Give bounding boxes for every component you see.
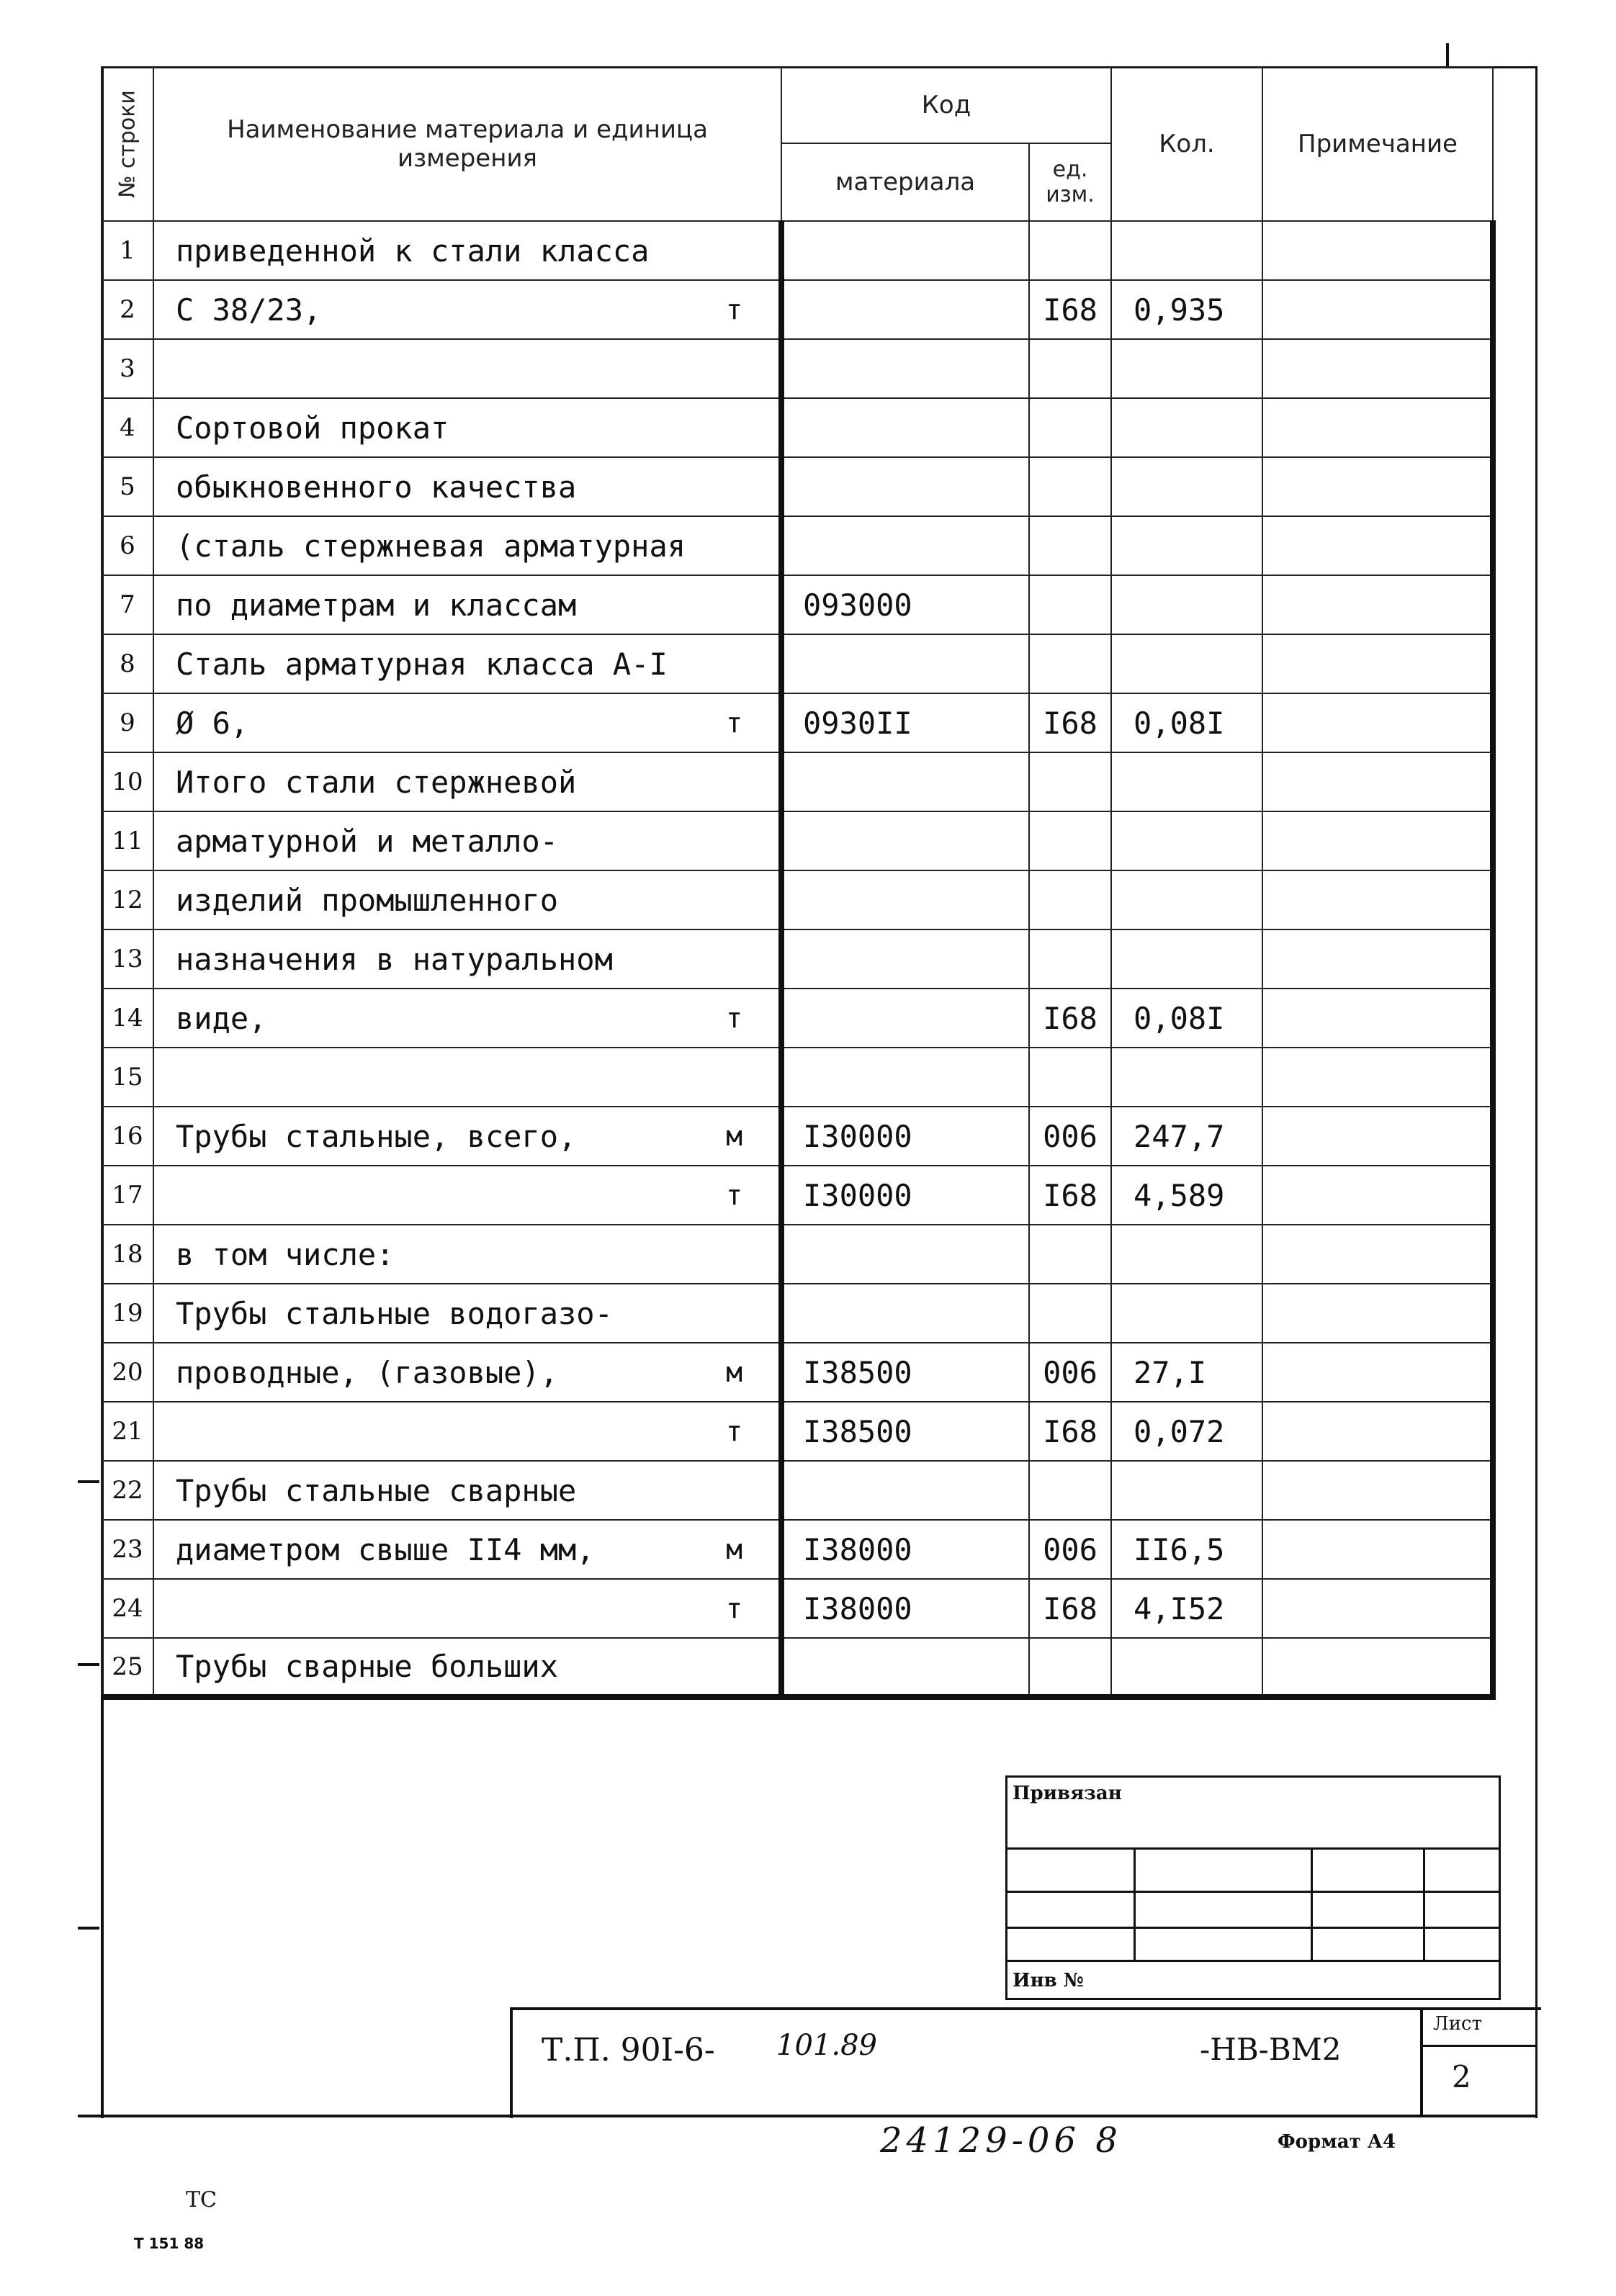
material-name-text: приведенной к стали класса bbox=[176, 233, 650, 269]
row-number: 24 bbox=[102, 1579, 153, 1638]
table-row bbox=[102, 1225, 1493, 1284]
note bbox=[1262, 1284, 1493, 1343]
note bbox=[1262, 752, 1493, 811]
material-name bbox=[153, 516, 781, 575]
material-name-text: диаметром свыше II4 мм, bbox=[176, 1531, 595, 1567]
material-code: I30000 bbox=[781, 1107, 1029, 1166]
table-row bbox=[102, 693, 1493, 752]
unit-code: I68 bbox=[1029, 1402, 1111, 1461]
table-row bbox=[102, 1520, 1493, 1579]
binding-tick bbox=[78, 1480, 99, 1483]
material-code bbox=[781, 1461, 1029, 1520]
stamp-line bbox=[1005, 1960, 1499, 1962]
sheet-number: 2 bbox=[1452, 2059, 1471, 2094]
table-row bbox=[102, 1638, 1493, 1697]
table-row bbox=[102, 339, 1493, 398]
table-row bbox=[102, 1048, 1493, 1107]
unit-code bbox=[1029, 516, 1111, 575]
material-code bbox=[781, 339, 1029, 398]
material-name bbox=[153, 1638, 781, 1697]
table-row bbox=[102, 398, 1493, 457]
stamp-inv-label: Инв № bbox=[1013, 1970, 1084, 1991]
unit-code bbox=[1029, 398, 1111, 457]
note bbox=[1262, 1520, 1493, 1579]
material-name bbox=[153, 811, 781, 870]
header-code: Код bbox=[781, 67, 1111, 143]
material-name bbox=[153, 1166, 781, 1225]
corner-mark bbox=[1446, 43, 1449, 66]
row-number: 8 bbox=[102, 634, 153, 693]
quantity bbox=[1111, 752, 1262, 811]
row-number: 19 bbox=[102, 1284, 153, 1343]
material-name-text: Сталь арматурная класса А-I bbox=[176, 646, 668, 682]
quantity bbox=[1111, 1638, 1262, 1697]
note bbox=[1262, 693, 1493, 752]
unit-code bbox=[1029, 1225, 1111, 1284]
table-row bbox=[102, 870, 1493, 929]
row-number: 18 bbox=[102, 1225, 153, 1284]
row-number: 3 bbox=[102, 339, 153, 398]
header-qty: Кол. bbox=[1111, 67, 1262, 221]
row-number: 6 bbox=[102, 516, 153, 575]
table-row bbox=[102, 1343, 1493, 1402]
note bbox=[1262, 1048, 1493, 1107]
frame-right-border bbox=[1535, 66, 1538, 2118]
material-name bbox=[153, 752, 781, 811]
material-code bbox=[781, 516, 1029, 575]
table-row bbox=[102, 280, 1493, 339]
unit-code bbox=[1029, 339, 1111, 398]
quantity: 0,08I bbox=[1111, 693, 1262, 752]
header-material: материала bbox=[781, 143, 1029, 221]
note bbox=[1262, 1461, 1493, 1520]
unit-code: I68 bbox=[1029, 1166, 1111, 1225]
stamp-frame bbox=[1005, 1775, 1501, 2000]
unit-code bbox=[1029, 221, 1111, 280]
document-code-handwritten: 101.89 bbox=[776, 2029, 877, 2062]
row-number: 25 bbox=[102, 1638, 153, 1697]
quantity bbox=[1111, 398, 1262, 457]
unit-code bbox=[1029, 457, 1111, 516]
material-code bbox=[781, 1284, 1029, 1343]
table-row bbox=[102, 1461, 1493, 1520]
unit-code bbox=[1029, 1284, 1111, 1343]
document-code: Т.П. 90I-6- bbox=[542, 2032, 715, 2068]
binding-tick bbox=[78, 1663, 99, 1666]
table-row bbox=[102, 752, 1493, 811]
material-name-text: виде, bbox=[176, 1000, 267, 1036]
row-number: 15 bbox=[102, 1048, 153, 1107]
material-name bbox=[153, 398, 781, 457]
table-row bbox=[102, 516, 1493, 575]
note bbox=[1262, 1166, 1493, 1225]
material-name-text: Сортовой прокат bbox=[176, 410, 449, 446]
material-code bbox=[781, 811, 1029, 870]
unit-code bbox=[1029, 929, 1111, 989]
material-code bbox=[781, 1048, 1029, 1107]
note bbox=[1262, 1107, 1493, 1166]
unit-code: I68 bbox=[1029, 1579, 1111, 1638]
note bbox=[1262, 1343, 1493, 1402]
table-row bbox=[102, 929, 1493, 989]
material-code: I38500 bbox=[781, 1402, 1029, 1461]
table-row bbox=[102, 634, 1493, 693]
note bbox=[1262, 398, 1493, 457]
form-code: Т 151 88 bbox=[134, 2235, 205, 2252]
unit-of-measure: т bbox=[726, 707, 742, 739]
format-label: Формат А4 bbox=[1278, 2131, 1396, 2153]
sheet-divider bbox=[1420, 2045, 1535, 2047]
header-note: Примечание bbox=[1262, 67, 1493, 221]
table-body bbox=[102, 221, 1493, 1697]
table-row bbox=[102, 1579, 1493, 1638]
stamp-divider bbox=[1134, 1847, 1136, 1960]
row-number: 16 bbox=[102, 1107, 153, 1166]
material-name-text: (сталь стержневая арматурная bbox=[176, 528, 686, 564]
quantity bbox=[1111, 339, 1262, 398]
quantity: 247,7 bbox=[1111, 1107, 1262, 1166]
table-row bbox=[102, 575, 1493, 634]
material-code: I38000 bbox=[781, 1520, 1029, 1579]
archive-number: 24129-06 8 bbox=[880, 2120, 1122, 2161]
material-name bbox=[153, 1343, 781, 1402]
note bbox=[1262, 989, 1493, 1048]
material-code: 093000 bbox=[781, 575, 1029, 634]
quantity: 0,08I bbox=[1111, 989, 1262, 1048]
quantity bbox=[1111, 1225, 1262, 1284]
unit-code: 006 bbox=[1029, 1343, 1111, 1402]
material-name-text: в том числе: bbox=[176, 1236, 395, 1272]
material-code: I38500 bbox=[781, 1343, 1029, 1402]
row-number: 1 bbox=[102, 221, 153, 280]
material-name bbox=[153, 339, 781, 398]
note bbox=[1262, 1402, 1493, 1461]
quantity bbox=[1111, 870, 1262, 929]
unit-code bbox=[1029, 752, 1111, 811]
header-unit: ед. изм. bbox=[1029, 143, 1111, 221]
unit-of-measure: м bbox=[726, 1356, 742, 1388]
material-name bbox=[153, 280, 781, 339]
material-name-text: изделий промышленного bbox=[176, 882, 559, 918]
note bbox=[1262, 575, 1493, 634]
stamp-divider bbox=[1311, 1847, 1313, 1960]
specification-table bbox=[101, 66, 1496, 1700]
material-name-text: Ø 6, bbox=[176, 705, 249, 741]
unit-code bbox=[1029, 811, 1111, 870]
row-number: 21 bbox=[102, 1402, 153, 1461]
document-suffix: -НВ-ВМ2 bbox=[1200, 2032, 1342, 2067]
quantity bbox=[1111, 457, 1262, 516]
material-name bbox=[153, 989, 781, 1048]
note bbox=[1262, 870, 1493, 929]
note bbox=[1262, 929, 1493, 989]
material-name-text: Трубы стальные сварные bbox=[176, 1472, 577, 1508]
row-number: 13 bbox=[102, 929, 153, 989]
material-name-text: Трубы сварные больших bbox=[176, 1649, 559, 1684]
table-row bbox=[102, 989, 1493, 1048]
table-row bbox=[102, 1284, 1493, 1343]
unit-code: I68 bbox=[1029, 280, 1111, 339]
row-number: 11 bbox=[102, 811, 153, 870]
note bbox=[1262, 1638, 1493, 1697]
note bbox=[1262, 1579, 1493, 1638]
material-code bbox=[781, 398, 1029, 457]
unit-of-measure: м bbox=[726, 1534, 742, 1565]
table-row bbox=[102, 1107, 1493, 1166]
row-number: 7 bbox=[102, 575, 153, 634]
material-name-text: С 38/23, bbox=[176, 292, 322, 328]
material-name bbox=[153, 1520, 781, 1579]
unit-of-measure: т bbox=[726, 1415, 742, 1447]
material-code bbox=[781, 221, 1029, 280]
unit-code: 006 bbox=[1029, 1107, 1111, 1166]
material-code bbox=[781, 870, 1029, 929]
material-name bbox=[153, 1225, 781, 1284]
quantity: 4,589 bbox=[1111, 1166, 1262, 1225]
material-name-text: арматурной и металло- bbox=[176, 823, 559, 859]
header-name: Наименование материала и единица измерения bbox=[153, 67, 781, 221]
quantity bbox=[1111, 1461, 1262, 1520]
row-number: 2 bbox=[102, 280, 153, 339]
stamp-divider bbox=[1423, 1847, 1425, 1960]
material-name bbox=[153, 575, 781, 634]
table-row bbox=[102, 1402, 1493, 1461]
unit-code: I68 bbox=[1029, 989, 1111, 1048]
material-name bbox=[153, 1284, 781, 1343]
unit-code bbox=[1029, 634, 1111, 693]
unit-code bbox=[1029, 575, 1111, 634]
material-name bbox=[153, 1048, 781, 1107]
unit-code bbox=[1029, 1638, 1111, 1697]
material-code bbox=[781, 280, 1029, 339]
row-number: 12 bbox=[102, 870, 153, 929]
note bbox=[1262, 516, 1493, 575]
unit-of-measure: т bbox=[726, 1002, 742, 1034]
quantity: 0,072 bbox=[1111, 1402, 1262, 1461]
material-code bbox=[781, 989, 1029, 1048]
row-number: 5 bbox=[102, 457, 153, 516]
quantity bbox=[1111, 1284, 1262, 1343]
unit-code bbox=[1029, 1461, 1111, 1520]
material-name-text: Итого стали стержневой bbox=[176, 764, 577, 800]
quantity: II6,5 bbox=[1111, 1520, 1262, 1579]
note bbox=[1262, 221, 1493, 280]
quantity: 4,I52 bbox=[1111, 1579, 1262, 1638]
stamp-bound-label: Привязан bbox=[1013, 1783, 1122, 1804]
row-number: 22 bbox=[102, 1461, 153, 1520]
quantity: 27,I bbox=[1111, 1343, 1262, 1402]
material-code: 0930II bbox=[781, 693, 1029, 752]
note bbox=[1262, 811, 1493, 870]
material-name-text: Трубы стальные, всего, bbox=[176, 1118, 577, 1154]
row-number: 9 bbox=[102, 693, 153, 752]
quantity bbox=[1111, 221, 1262, 280]
material-code: I38000 bbox=[781, 1579, 1029, 1638]
row-number: 10 bbox=[102, 752, 153, 811]
note bbox=[1262, 339, 1493, 398]
material-code bbox=[781, 634, 1029, 693]
material-name bbox=[153, 1402, 781, 1461]
unit-code bbox=[1029, 1048, 1111, 1107]
unit-of-measure: т bbox=[726, 1593, 742, 1624]
quantity bbox=[1111, 1048, 1262, 1107]
unit-code: I68 bbox=[1029, 693, 1111, 752]
table-row bbox=[102, 457, 1493, 516]
row-number: 17 bbox=[102, 1166, 153, 1225]
material-name bbox=[153, 870, 781, 929]
unit-code bbox=[1029, 870, 1111, 929]
material-name bbox=[153, 221, 781, 280]
unit-of-measure: т bbox=[726, 294, 742, 325]
material-name-text: назначения в натуральном bbox=[176, 941, 613, 977]
table-row bbox=[102, 221, 1493, 280]
table-row bbox=[102, 811, 1493, 870]
header-row-number: № строки bbox=[102, 67, 153, 221]
material-code: I30000 bbox=[781, 1166, 1029, 1225]
material-code bbox=[781, 1638, 1029, 1697]
material-code bbox=[781, 1225, 1029, 1284]
row-number: 23 bbox=[102, 1520, 153, 1579]
material-name bbox=[153, 929, 781, 989]
material-code bbox=[781, 752, 1029, 811]
material-name-text: обыкновенного качества bbox=[176, 469, 577, 505]
quantity bbox=[1111, 634, 1262, 693]
material-name-text: проводные, (газовые), bbox=[176, 1354, 559, 1390]
quantity bbox=[1111, 575, 1262, 634]
material-name bbox=[153, 1107, 781, 1166]
tc-mark: ТС bbox=[186, 2187, 217, 2212]
material-name bbox=[153, 634, 781, 693]
row-number: 4 bbox=[102, 398, 153, 457]
material-name bbox=[153, 1461, 781, 1520]
unit-code: 006 bbox=[1029, 1520, 1111, 1579]
unit-of-measure: м bbox=[726, 1120, 742, 1152]
row-number: 14 bbox=[102, 989, 153, 1048]
quantity bbox=[1111, 811, 1262, 870]
note bbox=[1262, 457, 1493, 516]
material-name-text: по диаметрам и классам bbox=[176, 587, 577, 623]
material-name bbox=[153, 457, 781, 516]
unit-of-measure: т bbox=[726, 1179, 742, 1211]
note bbox=[1262, 1225, 1493, 1284]
row-number: 20 bbox=[102, 1343, 153, 1402]
table-row bbox=[102, 1166, 1493, 1225]
material-code bbox=[781, 929, 1029, 989]
material-code bbox=[781, 457, 1029, 516]
quantity bbox=[1111, 929, 1262, 989]
note bbox=[1262, 280, 1493, 339]
material-name bbox=[153, 693, 781, 752]
quantity: 0,935 bbox=[1111, 280, 1262, 339]
sheet-label: Лист bbox=[1433, 2013, 1482, 2035]
binding-tick bbox=[78, 1927, 99, 1930]
quantity bbox=[1111, 516, 1262, 575]
material-name-text: Трубы стальные водогазо- bbox=[176, 1295, 613, 1331]
material-name bbox=[153, 1579, 781, 1638]
note bbox=[1262, 634, 1493, 693]
